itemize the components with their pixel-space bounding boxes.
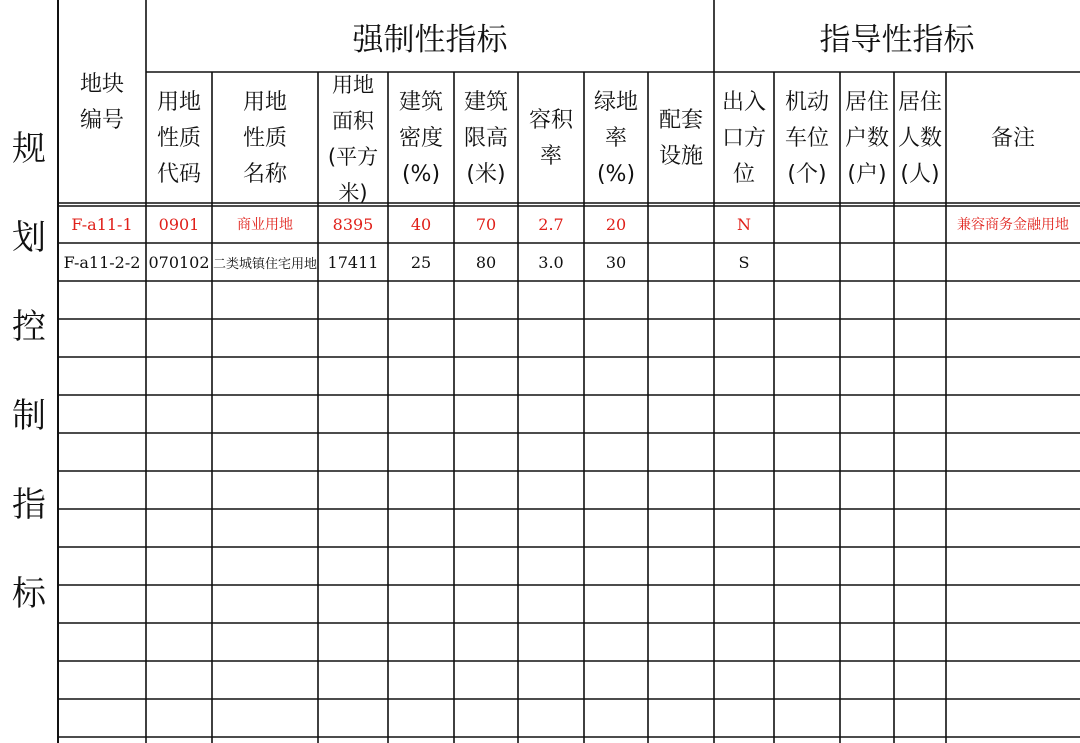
header-households: 居住 户数 (户): [844, 89, 889, 187]
row1-far: 2.7: [538, 214, 564, 234]
row2-entrance: S: [738, 252, 750, 272]
header-far: 容积 率: [528, 107, 573, 169]
side-title: 规 划 控 制 指 标: [12, 128, 46, 614]
header-density: 建筑 密度 (%): [398, 89, 443, 187]
group-header-guidance: 指导性指标: [819, 21, 975, 58]
header-landuse-code: 用地 性质 代码: [156, 89, 201, 187]
header-remarks: 备注: [990, 125, 1035, 151]
header-entrance: 出入 口方 位: [721, 89, 766, 187]
header-parcel-no: 地块 编号: [79, 71, 124, 133]
row1-green-rate: 20: [605, 214, 627, 234]
row1-height-limit: 70: [475, 214, 497, 234]
row2-landuse-name: 二类城镇住宅用地: [212, 256, 317, 272]
header-facilities: 配套 设施: [658, 107, 703, 169]
row1-area: 8395: [332, 214, 374, 234]
header-landuse-name: 用地 性质 名称: [242, 89, 287, 187]
row2-density: 25: [410, 252, 432, 272]
header-area-label: 用地 面积 (平方米): [327, 72, 379, 205]
row2-parcel-no: F-a11-2-2: [63, 252, 141, 272]
row2-height-limit: 80: [475, 252, 497, 272]
row1-entrance: N: [737, 214, 751, 234]
row2-landuse-code: 070102: [148, 252, 210, 272]
header-green-rate: 绿地 率 (%): [593, 89, 638, 187]
header-parking: 机动 车位 (个): [784, 89, 829, 187]
row1-parcel-no: F-a11-1: [71, 214, 133, 234]
row2-area: 17411: [327, 252, 379, 272]
header-residents: 居住 人数 (人): [897, 89, 942, 187]
row2-green-rate: 30: [605, 252, 627, 272]
row2-remarks: [946, 243, 1080, 281]
header-height-limit: 建筑 限高 (米): [463, 89, 508, 187]
group-header-mandatory: 强制性指标: [352, 21, 508, 58]
header-area: [318, 72, 388, 205]
row1-landuse-code: 0901: [158, 214, 200, 234]
row1-density: 40: [410, 214, 432, 234]
row1-landuse-name: 商业用地: [237, 217, 293, 233]
row2-far: 3.0: [538, 252, 564, 272]
row1-remarks: 兼容商务金融用地: [957, 217, 1069, 233]
